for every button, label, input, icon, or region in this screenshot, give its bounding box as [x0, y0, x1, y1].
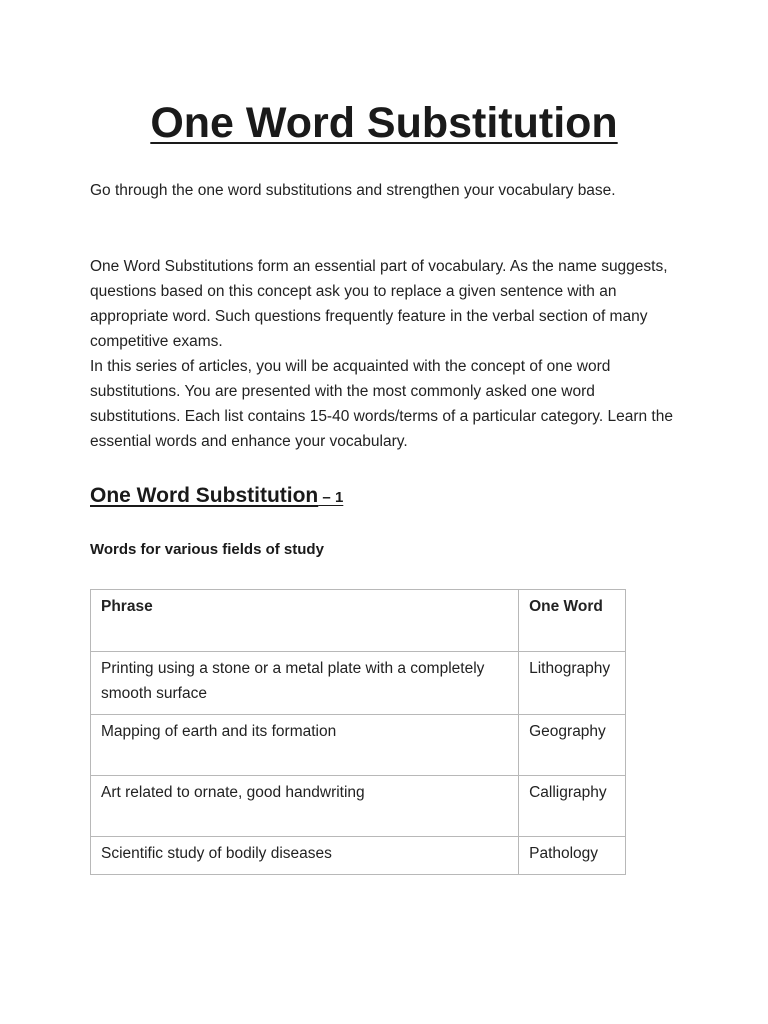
- section-heading: [90, 481, 343, 513]
- word-cell: Calligraphy: [519, 776, 626, 837]
- phrase-cell: Art related to ornate, good handwriting: [91, 776, 519, 837]
- page-title: [0, 96, 768, 150]
- intro-paragraph: Go through the one word substitutions and strengthen your vocabulary base.: [90, 182, 616, 199]
- section-heading-number: – 1: [318, 489, 344, 506]
- word-cell: Pathology: [519, 837, 626, 875]
- table-header-row: [91, 590, 626, 652]
- table-row: [91, 715, 626, 776]
- header-phrase: Phrase: [91, 590, 519, 652]
- section-subheading: Words for various fields of study: [90, 541, 324, 558]
- phrase-cell: Mapping of earth and its formation: [91, 715, 519, 776]
- phrase-cell: Scientific study of bodily diseases: [91, 837, 519, 875]
- page-title-text: One Word Substitution: [150, 99, 618, 147]
- body-paragraph-2: In this series of articles, you will be acquainted with the concept of one word substitutions. You are presented with the most commonly asked one word substitutions. Each list contains 15-40 words/terms of a particular category. Learn the essential words and enhance your vocabulary.: [90, 358, 673, 450]
- substitution-table: [90, 589, 626, 875]
- section-heading-text: One Word Substitution: [90, 484, 319, 507]
- table-row: [91, 652, 626, 715]
- word-cell: Geography: [519, 715, 626, 776]
- table-row: [91, 837, 626, 875]
- table-row: [91, 776, 626, 837]
- body-paragraph-1: One Word Substitutions form an essential part of vocabulary. As the name suggests, questions based on this concept ask you to replace a given sentence with an appropriate word. Such questions frequently feature in the verbal section of many competitive exams.: [90, 258, 668, 350]
- header-one-word: One Word: [519, 590, 626, 652]
- word-cell: Lithography: [519, 652, 626, 715]
- phrase-cell: Printing using a stone or a metal plate with a completely smooth surface: [91, 652, 519, 715]
